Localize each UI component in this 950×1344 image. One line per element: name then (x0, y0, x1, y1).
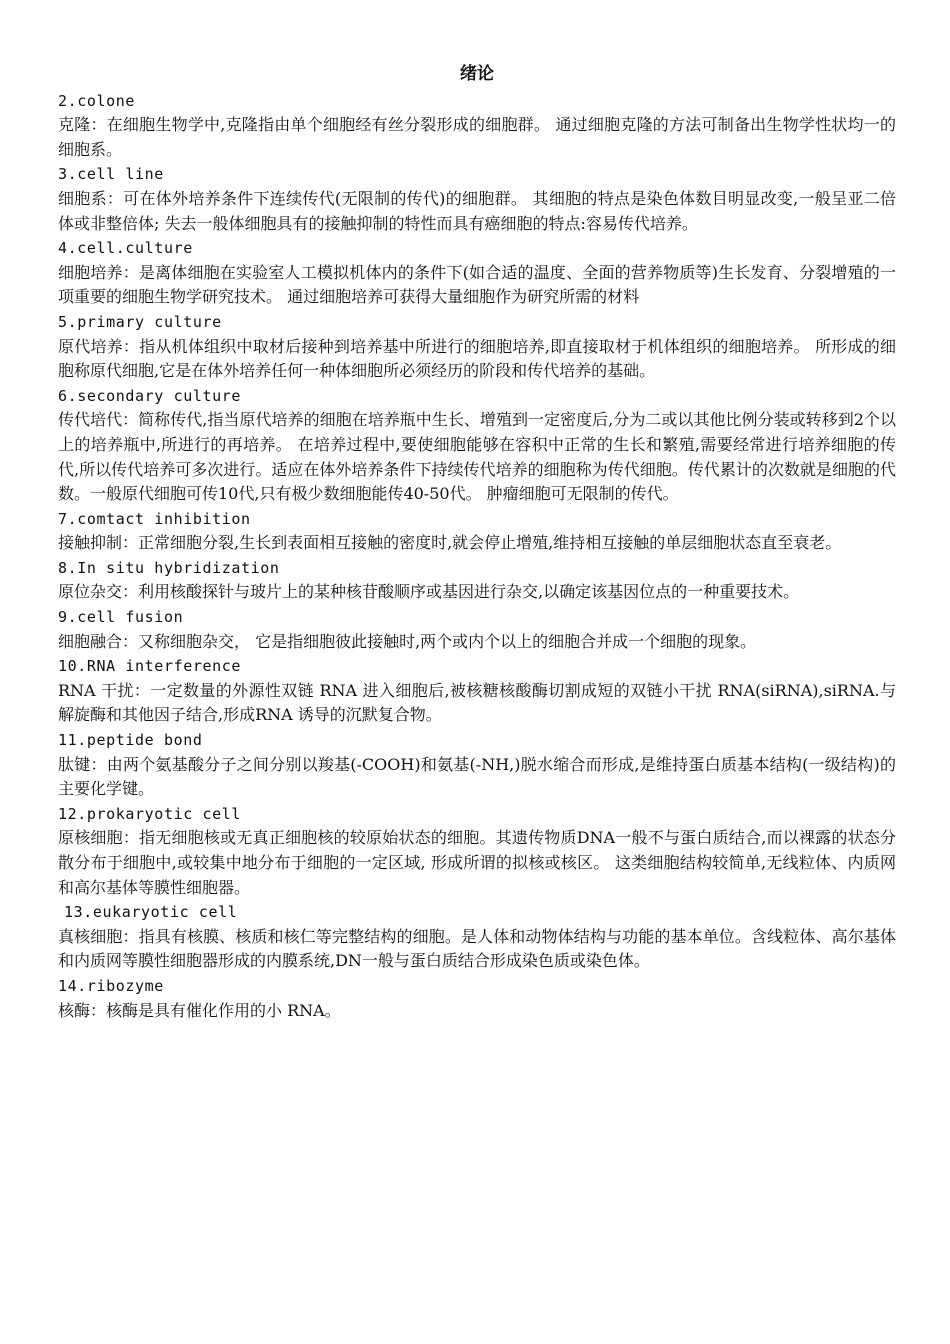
term-heading: 7.comtact inhibition (58, 509, 251, 528)
term-definition: 细胞培养：是离体细胞在实验室人工模拟机体内的条件下(如合适的温度、全面的营养物质等)生长发育、分裂增殖的一项重要的细胞生物学研究技术。 通过细胞培养可获得大量细胞作为研究所需的材料 (58, 262, 896, 307)
term-definition: RNA 干扰：一定数量的外源性双链 RNA 进入细胞后,被核糖核酸酶切割成短的双链小干扰 RNA(siRNA),siRNA.与解旋酶和其他因子结合,形成RNA 诱导的沉默复合物。 (58, 680, 896, 725)
term-definition: 传代培代：简称传代,指当原代培养的细胞在培养瓶中生长、增殖到一定密度后,分为二或以其他比例分装或转移到2个以上的培养瓶中,所进行的再培养。 在培养过程中,要使细胞能够在容积中正常的生长和繁殖,需要经常进行培养细胞的传代,所以传代培养可多次进行。适应在体外培养条件下持续传代培养的细胞称为传代细胞。传代累计的次数就是细胞的代数。一般原代细胞可传10代,只有极少数细胞能传40-50代。 肿瘤细胞可无限制的传代。 (58, 410, 896, 504)
term-heading: 3.cell line (58, 165, 164, 184)
term-heading: 4.cell.culture (58, 239, 193, 258)
term-definition: 细胞系：可在体外培养条件下连续传代(无限制的传代)的细胞群。 其细胞的特点是染色体数目明显改变,一般呈亚二倍体或非整倍体; 失去一般体细胞具有的接触抑制的特性而具有癌细胞的特点:容易传代培养。 (58, 188, 896, 233)
term-definition: 克隆：在细胞生物学中,克隆指由单个细胞经有丝分裂形成的细胞群。 通过细胞克隆的方法可制备出生物学性状均一的细胞系。 (58, 115, 896, 159)
term-definition: 真核细胞：指具有核膜、核质和核仁等完整结构的细胞。是人体和动物体结构与功能的基本单位。含线粒体、高尔基体和内质网等膜性细胞器形成的内膜系统,DN一般与蛋白质结合形成染色质或染色体。 (58, 926, 896, 971)
term-heading: 14.ribozyme (58, 976, 164, 995)
term-definition: 原代培养：指从机体组织中取材后接种到培养基中所进行的细胞培养,即直接取材于机体组织的细胞培养。 所形成的细胞称原代细胞,它是在体外培养任何一种体细胞所必须经历的阶段和传代培养的基础。 (58, 336, 896, 381)
term-heading: 10.RNA interference (58, 657, 241, 676)
term-heading: 2.colone (58, 91, 136, 110)
term-definition: 细胞融合：又称细胞杂交， 它是指细胞彼此接触时,两个或内个以上的细胞合并成一个细胞的现象。 (58, 631, 757, 651)
term-definition: 肽键：由两个氨基酸分子之间分别以羧基(-COOH)和氨基(-NH,)脱水缩合而形成,是维持蛋白质基本结构(一级结构)的主要化学键。 (58, 754, 896, 799)
term-definition: 核酶：核酶是具有催化作用的小 RNA。 (58, 1000, 341, 1020)
term-heading: 5.primary culture (58, 312, 222, 331)
page-title: 绪论 (460, 64, 494, 84)
term-heading: 6.secondary culture (58, 386, 241, 405)
term-heading: 13.eukaryotic cell (64, 903, 238, 922)
term-definition: 原位杂交：利用核酸探针与玻片上的某种核苷酸顺序或基因进行杂交,以确定该基因位点的一种重要技术。 (58, 582, 800, 602)
term-heading: 8.In situ hybridization (58, 558, 280, 577)
term-heading: 12.prokaryotic cell (58, 804, 241, 823)
term-definition: 接触抑制：正常细胞分裂,生长到表面相互接触的密度时,就会停止增殖,维持相互接触的单层细胞状态直至衰老。 (58, 533, 842, 553)
term-heading: 11.peptide bond (58, 731, 203, 750)
document-page (58, 62, 896, 1023)
term-definition: 原核细胞：指无细胞核或无真正细胞核的较原始状态的细胞。其遗传物质DNA一般不与蛋白质结合,而以裸露的状态分散分布于细胞中,或较集中地分布于细胞的一定区域, 形成所谓的拟核或核区。 这类细胞结构较简单,无线粒体、内质网和高尔基体等膜性细胞器。 (58, 828, 896, 897)
term-heading: 9.cell fusion (58, 608, 184, 627)
